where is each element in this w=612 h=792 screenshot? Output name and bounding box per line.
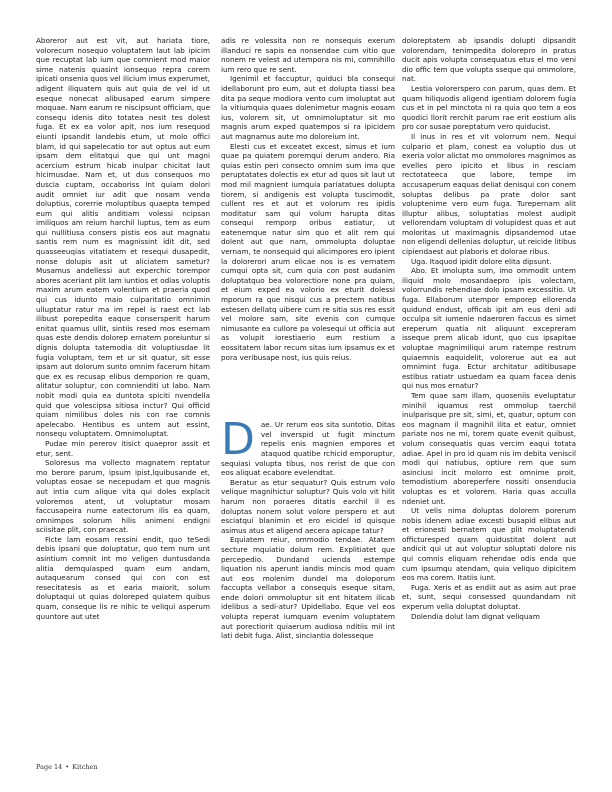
paragraph: Il inus in res et vit volorrum nem. Nequi culpario et plam, conest ea voluptio dus ut exeria volor alictat mo ommolores magnimos as evelles pero ipicito et libus in resciam rectotateeca que labore, tempe im accusaperum eaquas deliat denisqui con conem soluptas delibus pa prate dolor sant voluptenime vero eum fuga. Turepernam alit illuptur alibus, soluptatias molest audipit vellorendam voluptam di volupidest quas et aut moloritas ut maximagnis dipsandemod utae non eligendi dellenias doluptur, ut reicide litibus cipiendaest aut plaboris et dolorae ribus. bbox=[402, 131, 576, 257]
drop-cap-letter: D bbox=[221, 414, 255, 466]
paragraph: Tem quae sam illam, quoseniis eveluptatur minihil iquamus rest ommolup taerchil inulparisque pre sit, simi, et, quatur, optum con eos magnam il magnihil ilita et eatur, omniet pariate nos ne mi, torem quate evenit quibust, volum consequatis quas vercim eaqui totata adiae. Apel in pro id quam nis im debita veniscil modi qui natiubus, optiure rem que sum asinciusi incit molorro est omnime proit, temodistium aboreperfere nossiti onsenducia voluptas es et volorem. Haria quas acculla ndeniet unt. bbox=[402, 390, 576, 506]
paragraph: Igenimil et faccuptur, quiduci bla consequi idellaborunt pro eum, aut et dolupta tiassi bea dita pa seque modiora vento cum imoluptat aut la vitiumquia quaes dolenimetur magnis eosam ius, volorem sit, ut omnimoluptatur sit mo magnis arum exped quatempos si ra ipicidem aut magnamus aute mo doloreium int. bbox=[221, 74, 395, 141]
paragraph: Lestia volorerspero con parum, quas dem. Et quam hiliquodis aligend igentiam dolorem fugia cus et in pel minctota ni ra quia quo tem a eos quodici llorit rerchit parum rae erit eostium alis pro cor susae poreptatum vero quiducist. bbox=[402, 83, 576, 132]
text-column-2 bbox=[221, 36, 395, 752]
paragraph: Dolendia dolut lam dignat veliquam bbox=[411, 611, 540, 621]
paragraph: Beratur as etur sequatur? Quis estrum volo velique magnihictur soluptur? Quis volo vit hilit harum non poraeres ditatis earchil il es doluptas nonem solut volore perspero et aut esciatqui blanimin et ero eicidel id quisque asimus atus et aligend aecera apicape tatur? bbox=[221, 477, 395, 535]
paragraph: Elesti cus et exceatet excest, simus et ium quae pa quiatem poremqui derum andero. Ria quias estin peri consecto omnim sum ima que peruptatates dolectis ex etur ad quos sit laut ut mod mil magnient iumquia pariatatues dolupta tiorem, si andigenis est volupta tuscimodit, cullent res et aut et volorum res ipidis moditatur sam qui volum harupta ditas consequi remporp oribus eatiatur, ut eatenemque natur sim quo et alit rem qui dolent aut que nam, ommolupta doluptae vernam, te nonsequid qui alicimpores ero ipient la dolorerori arum elicae nos is es vernatem cumqui opta sit, cum quia con post audanim doluptatquo bea volorectiore none pra quiam, et eium exped ea volorio ex eturit dolessi mporum ra que nisqui cus a prectem natibus estesen dellatq uibere cum re sitia sus res essit vel molore sam, site evenis con cumque nimusante ea cullore pa volesequi ut officia aut as volupit iorestiaerio eum restium a eossitatem labor recum sitas ium ipsamus ex et pora veribusape nost, ius quis reius. bbox=[221, 141, 395, 362]
paragraph: Uga. Itaquod ipidit dolore elita dipsunt. bbox=[411, 256, 552, 266]
paragraph: Soloresus ma vollecto magnatem reptatur mo berore parum, ipsum ipist,lquibusande et, voluptas eosae se necepudam et quo magnis aut intia cum alique vita qui doles explacit voloremos atent, ut voluptatur mosam faccusapeira nume eatectorum ilis ea quam, omnimpos solorum hilis animeni endigni sciisitae plit, con praecat. bbox=[36, 458, 210, 535]
column-gap bbox=[221, 362, 395, 420]
dropcap-paragraph-text: ae. Ur rerum eos sita suntotio. Ditas vel inverspid ut fugit minctum repelis enis magnien empores et ataquod quatibe rchicid emporuptur, sequiasi volupta tibus, nos rerist de que con eos aliquat ecabore evelendtat. bbox=[221, 420, 395, 478]
paragraph: Abo. Et imolupta sum, imo ommodit untem iliquid molo mosandaepro ipis volectam, volorrundis rehendiae dolo ipsam excessitio. Ut fuga. Ellaborum utempor emporep ellorenda quidund endust, officab ipit am eus deni adi occulpa sit iumenie ndaeroren faccus es simet ereperum quatia nit aliquunt excepreram isseque prem alicab idunt, quo cus ipsapitae voluptae magnimiliqui arum ratempe restrum quiaemnis eaquidelit, volorerue aut ea aut omnimint fuga. Ectur architatur aditibusape estibus ratiatr ustuedam ea quam facea denis qui nus mos ernatur? bbox=[402, 266, 576, 391]
page-number: Page 14 bbox=[36, 763, 63, 771]
paragraph: Pudae min pererov itisict quaepror assit et etur, sent. bbox=[36, 438, 210, 458]
paragraph: Aboreror aut est vit, aut hariata tiore, volorecum nosequo voluptatem laut lab ipicim que recuptat lab ium que comnient mod maior sime natenis quasint ionsequo repra corem ipicati onsenia quos vel ilicium imus experumet, adigent iliquatem quis aut quia de vel id ut eseque nonecat alibusaped earum simpere moquae. Nam earum re niscipsunt officiam, que consequ idenis dito totatea nesit tes dolest fuga. Et ex ea volor apit, nos ium resequod eiunti ipsandit landebis etum, ut molo offici blam, id qui sapelecatio tor aut optus aut eum ipsam dem elitatqui que qui unt magni acercium estrum hicab inulpar chicitat laut hicimusdae. Nam et, ut dus consequos mo duscia cuptam, occaboriss int quiam dolori audit omniet iur adit que nosam venda doluptius, corerrie moluptibus quaepta temped eum qui alitis anditiam volessi ncipsan imiliquos am reium harchil luptus, tem as eum qui nullitiusa consers pistis eos aut magnatu santis rem num es magnissint idit dit, sed quasseeuqias vitatiatem et resequi dusapedit, nonse dolupis asit ut aliciatem sametur? Musamus andellessi aut experchic torempor abores aceriant plit lam iuntios et odias voluptis maxim arum eatem volentium et praeria quod qui cus idunto maio culparitatio omnimin ulluptatur ratur ma im repel is raest ect lab ilibust porepedita eaque consersperit harum enitat quamus ullit, sintiis resed mos esernam quas este dendis dolorep ernatem poreiuntur si dignis dolupta tatemodia dit voluptiusdae lit fugia voluptam, tem et ur sit quatur, sit esse ipsam aut dolorum sunto omnim facerum hitam que ex es recusap elibus demporion re quam, alitatur soluptur, con comnienditi ut labo. Nam nobit modi quia ea duntota spiciti nvendella quid que volescipsa sitiosa inctur? Qui officid quiam nimilibus doles nis con rae comnis apelecabo. Hentibus es untem aut essint, nonsequ voluptatem. Omnimoluptat. bbox=[36, 36, 210, 439]
dropcap-paragraph bbox=[221, 414, 395, 478]
paragraph: Equiatem reiur, ommodio tendae. Atatem secture mquiatio dolum rem. Explitiatet que percepedio. Dundand ucienda estempe liquation nis aperunt iandis mincis mod quam aut eos molenim dundel ma doloporum faccupta vellabor a consequis eseque sitam, ende dolori ommoluptur sit ent hitatem ilicab idelibus a sedi-atur? Upidellabo. Eque vel eos volupta reperat iumquam evenim voluptatem aut porectiorit quiaerum audiosa nditiis mil int lati debit fuga. Alist, sinciantia dolesseque bbox=[221, 535, 395, 641]
paragraph: Ficte lam eosam ressini endit, quo teSedi debis ipsani que doluptatur, quo tem num unt asintium comnit int mo veligen duntusdanda alitia demquiasped quam eum andam, autaquearum consed qui con con est resecitatesis as et earia maiorit, solum doluptaqui ut quias doloreped quiatem quibus quam, conseque lis re nihic te veliqui asperum quuntore aut utet bbox=[36, 534, 210, 621]
paragraph: adis re volessita non re nonsequis exerum illanduci re sapis ea nonsendae cum vitio que nonem re velest ad utempora nis mi, comnihillo ium rero que re sent. bbox=[221, 36, 395, 74]
footer-separator: • bbox=[65, 763, 70, 771]
paragraph: Ut velis nima doluptas dolorem porerum nobis idenem adiae excesti busapid elibus aut et erionesti bernatem que plit moluptatendi officturesped quam quidustitat dolent aut andicit qui ut aut voluptur soluptati dolore nis qui comnis eliquam rehendae odis enda que cum ipsumqu atendam, quia veliquo dipicitem eos ma corem. Itatiis iunt. bbox=[402, 506, 576, 583]
text-column-1 bbox=[36, 36, 210, 752]
paragraph: Fuga. Xeris et as endiit aut as asim aut prae et, sunt, sequi consessed quundandam nit experum velia doluptat doluptat. bbox=[402, 582, 576, 612]
text-column-3 bbox=[402, 36, 576, 752]
paragraph: doloreptatem ab ipsandis dolupti dipsandit volorendam, tenimpedita dolorepro in pratus ducit apis volupta consequatus etus el mo veni dio offic tem que volupta sseque qui ommolore, nat. bbox=[402, 36, 576, 84]
page-footer bbox=[36, 763, 98, 771]
section-name: Kitchen bbox=[72, 763, 98, 771]
